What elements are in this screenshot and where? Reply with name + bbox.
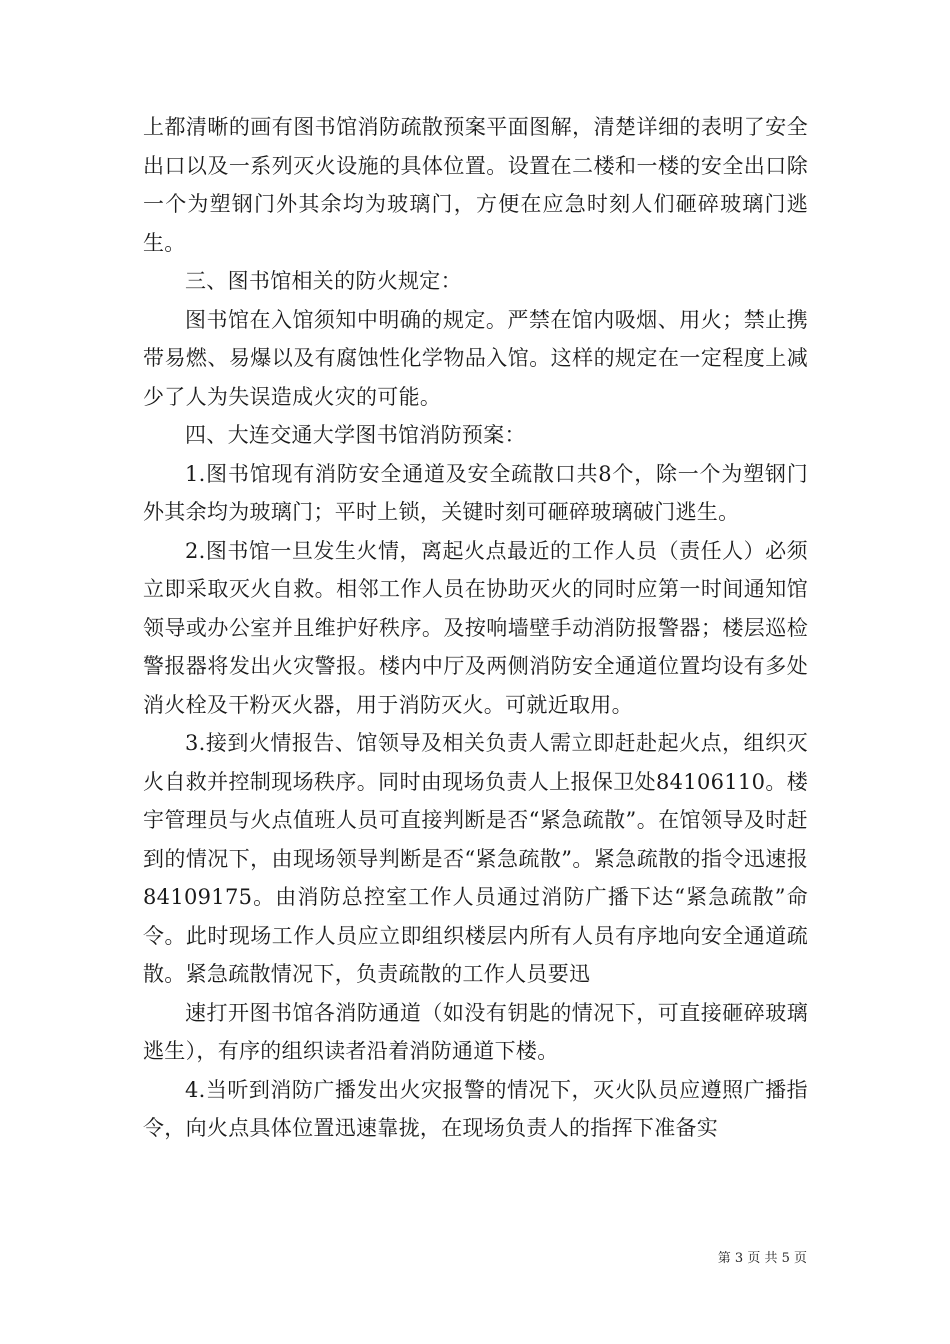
document-body bbox=[143, 108, 808, 1148]
plan-item-3-continued: 速打开图书馆各消防通道（如没有钥匙的情况下，可直接砸碎玻璃逃生），有序的组织读者沿着消防通道下楼。 bbox=[143, 1000, 808, 1063]
paragraph-1: 上都清晰的画有图书馆消防疏散预案平面图解，清楚详细的表明了安全出口以及一系列灭火设施的具体位置。设置在二楼和一楼的安全出口除一个为塑钢门外其余均为玻璃门，方便在应急时刻人们砸碎玻璃门逃生。 bbox=[143, 115, 808, 255]
plan-item-1: 1.图书馆现有消防安全通道及安全疏散口共8个，除一个为塑钢门外其余均为玻璃门；平时上锁，关键时刻可砸碎玻璃破门逃生。 bbox=[143, 461, 808, 524]
plan-item-3: 3.接到火情报告、馆领导及相关负责人需立即赶赴起火点，组织灭火自救并控制现场秩序。同时由现场负责人上报保卫处84106110。楼宇管理员与火点值班人员可直接判断是否“紧急疏散”。在馆领导及时赶到的情况下，由现场领导判断是否“紧急疏散”。紧急疏散的指令迅速报84109175。由消防总控室工作人员通过消防广播下达“紧急疏散”命令。此时现场工作人员应立即组织楼层内所有人员有序地向安全通道疏散。紧急疏散情况下，负责疏散的工作人员要迅 bbox=[143, 731, 808, 986]
section-heading-3: 三、图书馆相关的防火规定： bbox=[185, 269, 462, 293]
section-heading-4: 四、大连交通大学图书馆消防预案： bbox=[185, 423, 526, 447]
plan-item-4: 4.当听到消防广播发出火灾报警的情况下，灭火队员应遵照广播指令，向火点具体位置迅速靠拢，在现场负责人的指挥下准备实 bbox=[143, 1077, 808, 1140]
page-number-footer: 第 3 页 共 5 页 bbox=[717, 1251, 807, 1266]
paragraph-fire-rules: 图书馆在入馆须知中明确的规定。严禁在馆内吸烟、用火；禁止携带易燃、易爆以及有腐蚀性化学物品入馆。这样的规定在一定程度上减少了人为失误造成火灾的可能。 bbox=[143, 307, 808, 409]
plan-item-2: 2.图书馆一旦发生火情，离起火点最近的工作人员（责任人）必须立即采取灭火自救。相邻工作人员在协助灭火的同时应第一时间通知馆领导或办公室并且维护好秩序。及按响墙壁手动消防报警器；楼层巡检警报器将发出火灾警报。楼内中厅及两侧消防安全通道位置均设有多处消火栓及干粉灭火器，用于消防灭火。可就近取用。 bbox=[143, 538, 808, 717]
